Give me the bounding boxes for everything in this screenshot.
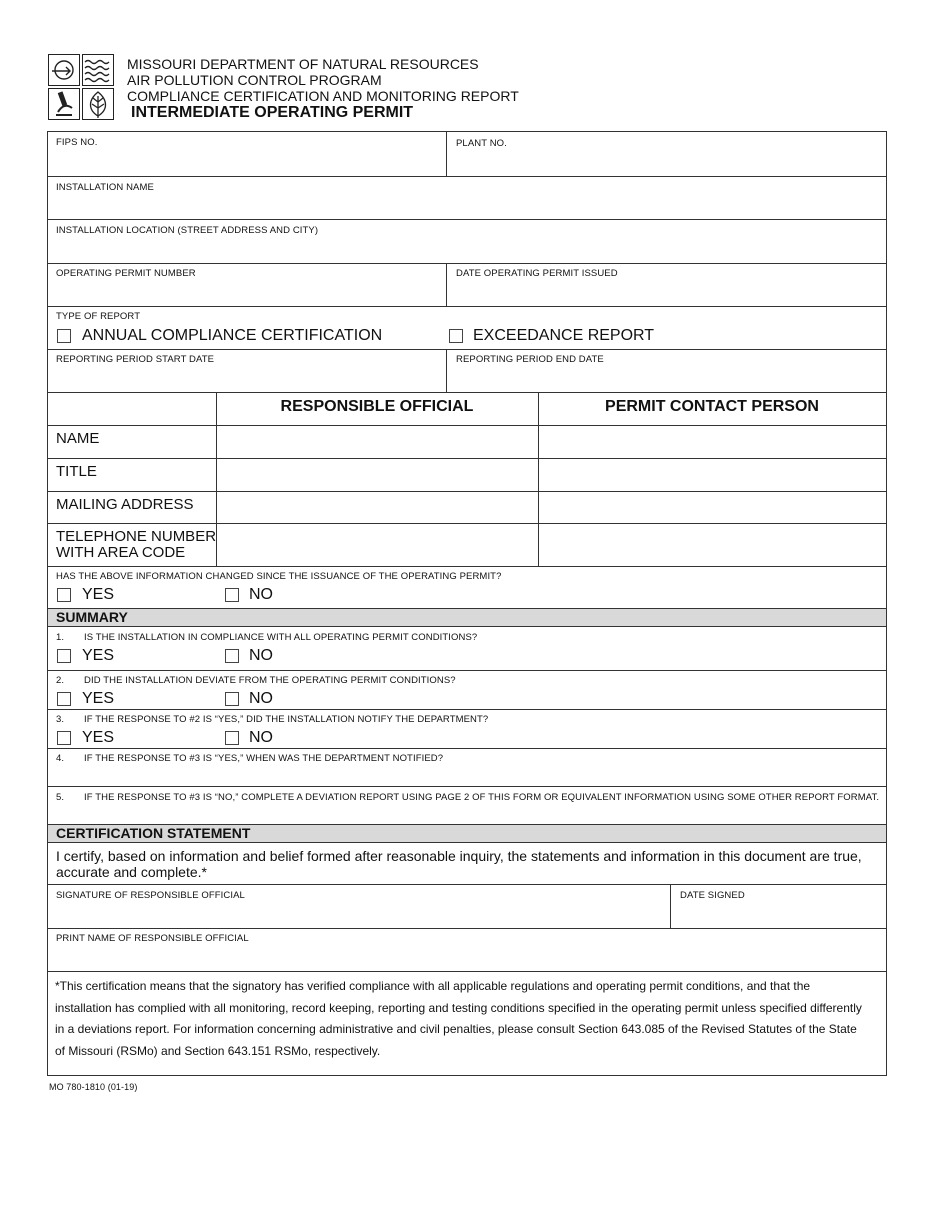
certification-heading: CERTIFICATION STATEMENT xyxy=(56,825,251,841)
form-title: INTERMEDIATE OPERATING PERMIT xyxy=(131,104,414,121)
q1-no-checkbox[interactable] xyxy=(225,649,239,663)
operating-permit-number-label: OPERATING PERMIT NUMBER xyxy=(56,268,196,279)
form-number: MO 780-1810 (01-19) xyxy=(49,1082,138,1092)
row-title-label: TITLE xyxy=(56,463,97,480)
department-name: MISSOURI DEPARTMENT OF NATURAL RESOURCES xyxy=(127,56,479,72)
water-icon xyxy=(85,61,109,82)
row-phone-label-2: WITH AREA CODE xyxy=(56,544,186,561)
q2-text: DID THE INSTALLATION DEVIATE FROM THE OPERATING PERMIT CONDITIONS? xyxy=(84,675,456,686)
signature-label: SIGNATURE OF RESPONSIBLE OFFICIAL xyxy=(56,890,245,901)
leaf-icon xyxy=(91,92,106,118)
air-icon xyxy=(52,61,73,79)
responsible-official-header: RESPONSIBLE OFFICIAL xyxy=(280,398,474,415)
q2-no-label: NO xyxy=(249,690,273,707)
q2-yes-label: YES xyxy=(82,690,115,707)
q3-yes-checkbox[interactable] xyxy=(57,731,71,745)
q2-no-checkbox[interactable] xyxy=(225,692,239,706)
dnr-logo xyxy=(48,54,114,120)
q4-text: IF THE RESPONSE TO #3 IS “YES,” WHEN WAS THE DEPARTMENT NOTIFIED? xyxy=(84,753,444,764)
microscope-icon xyxy=(56,91,72,116)
type-of-report-label: TYPE OF REPORT xyxy=(56,311,141,322)
q3-no-label: NO xyxy=(249,729,273,746)
row-mailing-label: MAILING ADDRESS xyxy=(56,496,194,513)
fips-no-label: FIPS NO. xyxy=(56,137,98,148)
permit-contact-header: PERMIT CONTACT PERSON xyxy=(605,398,819,415)
q1-number: 1. xyxy=(56,632,65,643)
date-permit-issued-label: DATE OPERATING PERMIT ISSUED xyxy=(456,268,618,279)
certification-statement: I certify, based on information and belief formed after reasonable inquiry, the statements and information in this document are true, accurate and complete.* xyxy=(56,848,862,880)
period-start-label: REPORTING PERIOD START DATE xyxy=(56,354,215,365)
date-signed-label: DATE SIGNED xyxy=(680,890,745,901)
installation-name-label: INSTALLATION NAME xyxy=(56,182,154,193)
exceedance-report-checkbox[interactable] xyxy=(449,329,463,343)
print-name-label: PRINT NAME OF RESPONSIBLE OFFICIAL xyxy=(56,933,249,944)
row-phone-label-1: TELEPHONE NUMBER xyxy=(56,528,217,545)
report-name: COMPLIANCE CERTIFICATION AND MONITORING REPORT xyxy=(127,88,519,104)
q1-yes-label: YES xyxy=(82,647,115,664)
annual-certification-checkbox[interactable] xyxy=(57,329,71,343)
row-name-label: NAME xyxy=(56,430,100,447)
q2-yes-checkbox[interactable] xyxy=(57,692,71,706)
q1-no-label: NO xyxy=(249,647,273,664)
q1-text: IS THE INSTALLATION IN COMPLIANCE WITH ALL OPERATING PERMIT CONDITIONS? xyxy=(84,632,478,643)
changed-no-checkbox[interactable] xyxy=(225,588,239,602)
summary-heading: SUMMARY xyxy=(56,609,128,625)
q2-number: 2. xyxy=(56,675,65,686)
q3-text: IF THE RESPONSE TO #2 IS “YES,” DID THE INSTALLATION NOTIFY THE DEPARTMENT? xyxy=(84,714,489,725)
period-end-label: REPORTING PERIOD END DATE xyxy=(456,354,604,365)
q1-yes-checkbox[interactable] xyxy=(57,649,71,663)
exceedance-report-label: EXCEEDANCE REPORT xyxy=(473,327,655,344)
changed-yes-label: YES xyxy=(82,586,115,603)
program-name: AIR POLLUTION CONTROL PROGRAM xyxy=(127,72,382,88)
q3-number: 3. xyxy=(56,714,65,725)
changed-yes-checkbox[interactable] xyxy=(57,588,71,602)
certification-footnote: *This certification means that the signatory has verified compliance with all applicable regulations and operating permit conditions, and that the installation has complied with all monitoring, record keeping, reporting and testing conditions specified in the operating permit unless specified differently in a deviations report. For information concerning administrative and civil penalties, please consult Section 643.085 of the Revised Statutes of the State of Missouri (RSMo) and Section 643.151 RSMo, respectively. xyxy=(55,979,862,1058)
plant-no-label: PLANT NO. xyxy=(456,138,507,149)
changed-question: HAS THE ABOVE INFORMATION CHANGED SINCE THE ISSUANCE OF THE OPERATING PERMIT? xyxy=(56,571,502,582)
q3-yes-label: YES xyxy=(82,729,115,746)
q4-number: 4. xyxy=(56,753,65,764)
annual-certification-label: ANNUAL COMPLIANCE CERTIFICATION xyxy=(82,327,383,344)
q5-number: 5. xyxy=(56,792,65,803)
installation-location-label: INSTALLATION LOCATION (STREET ADDRESS AND CITY) xyxy=(56,225,319,236)
q3-no-checkbox[interactable] xyxy=(225,731,239,745)
changed-no-label: NO xyxy=(249,586,273,603)
q5-text: IF THE RESPONSE TO #3 IS “NO,” COMPLETE A DEVIATION REPORT USING PAGE 2 OF THIS FORM OR EQUIVALENT INFORMATION USING SOME OTHER REPORT FORMAT. xyxy=(84,792,880,803)
summary-band xyxy=(48,609,886,626)
